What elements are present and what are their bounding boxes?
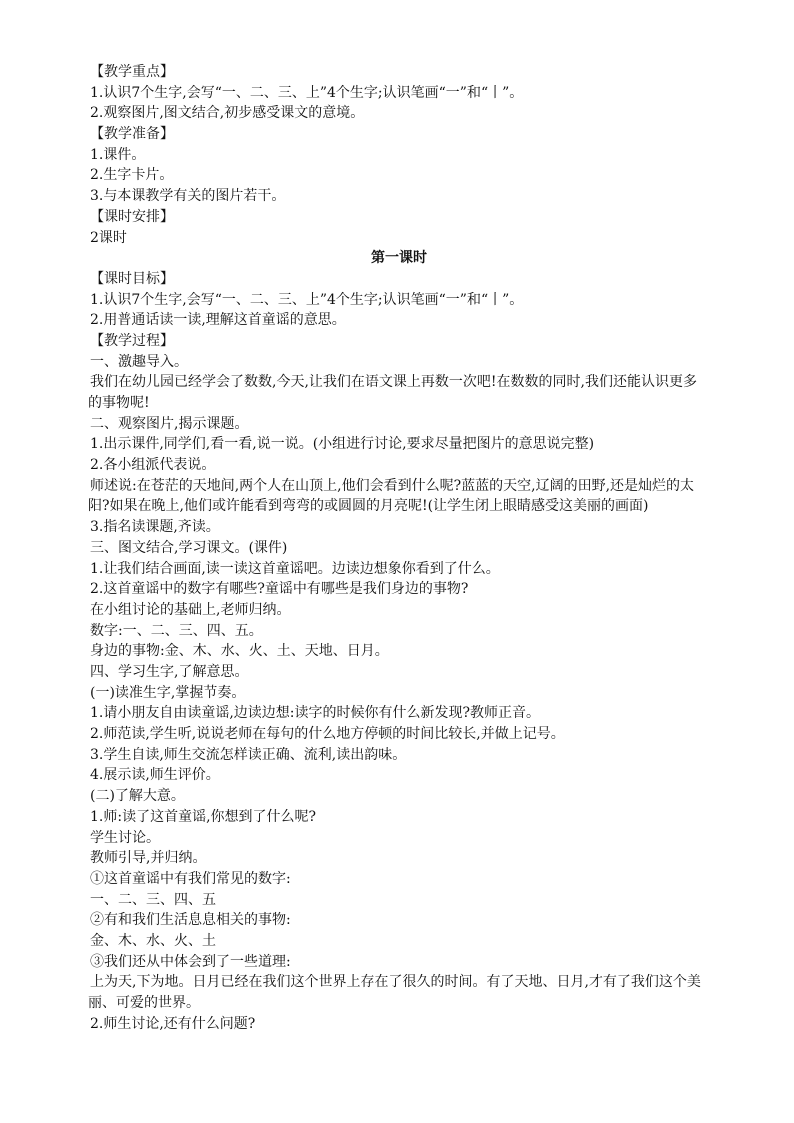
- text-line: 一、激趣导入。: [90, 353, 188, 370]
- text-line: 二、观察图片,揭示课题。: [90, 415, 249, 432]
- text-line: 2.用普通话读一读,理解这首童谣的意思。: [90, 312, 346, 329]
- text-line: 身边的事物:金、木、水、火、土、天地、日月。: [90, 643, 389, 660]
- text-line: 教师引导,并归纳。: [90, 850, 207, 867]
- text-line: ③我们还从中体会到了一些道理:: [90, 953, 291, 970]
- text-line: 数字:一、二、三、四、五。: [90, 622, 263, 639]
- text-line: 3.指名读课题,齐读。: [90, 519, 220, 536]
- lesson-title: 第一课时: [371, 250, 427, 267]
- text-line: 一、二、三、四、五: [90, 891, 216, 908]
- paragraph: 我们在幼儿园已经学会了数数,今天,让我们在语文课上再数一次吧!在数数的同时,我们还能认识更多的事物呢!: [88, 374, 697, 412]
- paragraph: 上为天,下为地。日月已经在我们这个世界上存在了很久的时间。有了天地、日月,才有了我们这个美丽、可爱的世界。: [88, 974, 701, 1012]
- text-line: 金、木、水、火、土: [90, 932, 216, 949]
- text-line: 2课时: [90, 229, 127, 246]
- text-line: 2.这首童谣中的数字有哪些?童谣中有哪些是我们身边的事物?: [90, 581, 469, 598]
- section-heading: 【教学重点】: [90, 64, 174, 80]
- text-line: 2.生字卡片。: [90, 167, 174, 184]
- text-line: 三、图文结合,学习课文。(课件): [90, 539, 288, 556]
- text-line: 3.与本课教学有关的图片若干。: [90, 188, 286, 205]
- document-page: [88, 62, 710, 1034]
- paragraph: 师述说:在苍茫的天地间,两个人在山顶上,他们会看到什么呢?蓝蓝的天空,辽阔的田野,还是灿烂的太阳?如果在晚上,他们或许能看到弯弯的或圆圆的月亮呢!(让学生闭上眼睛感受这美丽的画面): [88, 477, 695, 515]
- text-line: 在小组讨论的基础上,老师归纳。: [90, 601, 291, 618]
- text-line: 四、学习生字,了解意思。: [90, 664, 249, 680]
- text-line: (一)读准生字,掌握节奏。: [90, 684, 246, 701]
- text-line: 2.观察图片,图文结合,初步感受课文的意境。: [90, 105, 365, 122]
- section-heading: 【课时安排】: [90, 208, 174, 225]
- text-line: 1.请小朋友自由读童谣,边读边想:读字的时候你有什么新发现?教师正音。: [90, 705, 541, 722]
- text-line: 1.师:读了这首童谣,你想到了什么呢?: [90, 808, 317, 825]
- text-line: 1.出示课件,同学们,看一看,说一说。(小组进行讨论,要求尽量把图片的意思说完整): [90, 436, 595, 453]
- text-line: 2.各小组派代表说。: [90, 457, 216, 474]
- section-heading: 【课时目标】: [90, 270, 174, 287]
- text-line: 2.师生讨论,还有什么问题?: [90, 1015, 256, 1032]
- text-line: ①这首童谣中有我们常见的数字:: [90, 870, 291, 887]
- text-line: 1.认识7个生字,会写“一、二、三、上”4个生字;认识笔画“一”和“丨”。: [90, 291, 524, 308]
- text-line: 1.让我们结合画面,读一读这首童谣吧。边读边想象你看到了什么。: [90, 560, 500, 577]
- section-heading: 【教学过程】: [90, 332, 174, 349]
- text-line: 2.师范读,学生听,说说老师在每句的什么地方停顿的时间比较长,并做上记号。: [90, 726, 565, 743]
- text-line: 3.学生自读,师生交流怎样读正确、流利,读出韵味。: [90, 746, 407, 763]
- text-line: 1.课件。: [90, 146, 146, 163]
- text-line: (二)了解大意。: [90, 788, 185, 805]
- text-line: 4.展示读,师生评价。: [90, 767, 220, 784]
- text-line: 学生讨论。: [90, 829, 160, 846]
- text-line: 1.认识7个生字,会写“一、二、三、上”4个生字;认识笔画“一”和“丨”。: [90, 84, 524, 101]
- text-line: ②有和我们生活息息相关的事物:: [90, 912, 291, 929]
- section-heading: 【教学准备】: [90, 126, 174, 143]
